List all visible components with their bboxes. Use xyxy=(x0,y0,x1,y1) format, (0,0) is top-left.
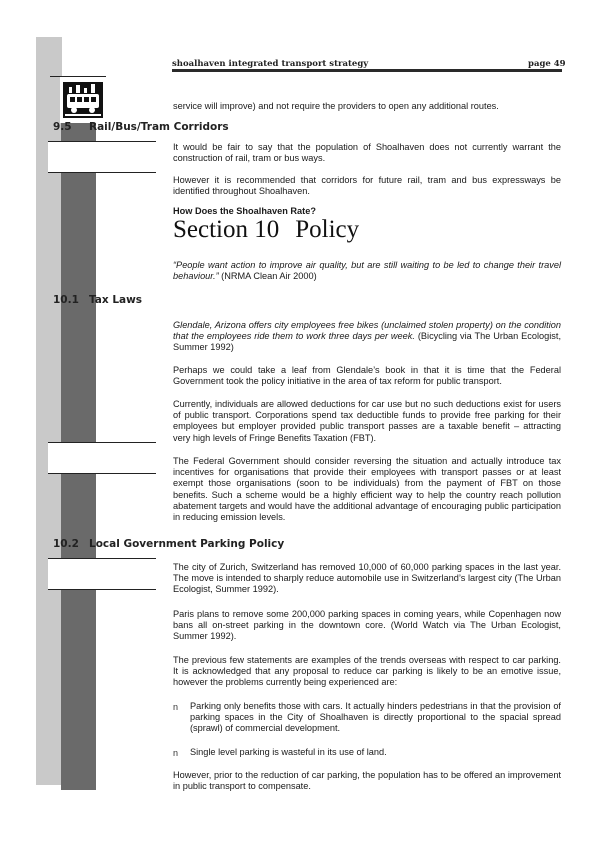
transport-logo-icon xyxy=(63,82,103,118)
paragraph-italic: Glendale, Arizona offers city employees free bikes (unclaimed stolen property) on the condition that the employees ride them to work three days per week. xyxy=(173,320,561,342)
section-title: Rail/Bus/Tram Corridors xyxy=(89,121,229,133)
margin-tab xyxy=(48,141,156,173)
header-rule xyxy=(172,69,562,72)
section-title: Local Government Parking Policy xyxy=(89,538,285,550)
quote xyxy=(173,260,561,282)
side-bar-dark xyxy=(61,84,96,790)
paragraph: However it is recommended that corridors for future rail, tram and bus expressways be identified throughout Shoalhaven. xyxy=(173,175,561,197)
section-title: Tax Laws xyxy=(89,294,143,306)
paragraph: Perhaps we could take a leaf from Glendale’s book in that it is time that the Federal Government took the policy initiative in the area of tax reform for public transport. xyxy=(173,365,561,387)
paragraph: It would be fair to say that the population of Shoalhaven does not currently warrant the construction of rail, tram or bus ways. xyxy=(173,142,561,164)
section-title-large xyxy=(173,215,359,245)
rate-heading: How Does the Shoalhaven Rate? xyxy=(173,206,316,216)
paragraph-continuation: service will improve) and not require the providers to open any additional routes. xyxy=(173,101,499,111)
paragraph: The Federal Government should consider reversing the situation and actually introduce tax incentives for organisations that provide their employees with transport passes or at least exempt those organisations (soon to be individuals) from the payment of FBT on those benefits. Such a scheme would be a highly efficient way to help the country reach pollution abatement targets and would have the additional advantage of encouraging public participation in reducing emission levels. xyxy=(173,456,561,523)
paragraph: The city of Zurich, Switzerland has removed 10,000 of 60,000 parking spaces in the last year. The move is intended to sharply reduce automobile use in Switzerland’s largest city (The Urban Ecologist, Summer 1992). xyxy=(173,562,561,595)
margin-tab xyxy=(48,558,156,590)
bullet-item: Single level parking is wasteful in its use of land. xyxy=(190,747,387,757)
section-heading-10-2 xyxy=(53,538,284,550)
paragraph: However, prior to the reduction of car parking, the population has to be offered an improvement in public transport to compensate. xyxy=(173,770,561,792)
section-number: 9.5 xyxy=(53,121,72,133)
section-heading-9-5 xyxy=(53,121,229,133)
margin-tab xyxy=(48,442,156,474)
paragraph: The previous few statements are examples of the trends overseas with respect to car parking. It is acknowledged that any proposal to reduce car parking is likely to be an emotive issue, however the problems currently being experienced are: xyxy=(173,655,561,688)
paragraph: Paris plans to remove some 200,000 parking spaces in coming years, while Copenhagen now bans all on-street parking in the downtown core. (World Watch via The Urban Ecologist, Summer 1992). xyxy=(173,609,561,642)
page-number: page 49 xyxy=(528,59,566,69)
quote-source: (NRMA Clean Air 2000) xyxy=(218,271,317,282)
section-name: Policy xyxy=(295,216,360,243)
section-number: 10.2 xyxy=(53,538,79,550)
paragraph: Currently, individuals are allowed deductions for car use but no such deductions exist for users of public transport. Corporations spend tax deductible funds to provide free parking for their employees but employer provided public transport passes are a taxable benefit – attracting very high levels of Fringe Benefits Taxation (FBT). xyxy=(173,399,561,443)
header-title: shoalhaven integrated transport strategy xyxy=(172,59,369,69)
section-heading-10-1 xyxy=(53,294,142,306)
section-label: Section 10 xyxy=(173,216,280,243)
bullet-marker: n xyxy=(173,748,179,758)
section-number: 10.1 xyxy=(53,294,79,306)
bullet-item: Parking only benefits those with cars. It actually hinders pedestrians in that the provision of parking spaces in the City of Shoalhaven is directly proportional to the spacial spread (sprawl) of commercial development. xyxy=(190,701,561,734)
paragraph xyxy=(173,320,561,354)
quote-text: “People want action to improve air quality, but are still waiting to be led to change their travel behaviour.” xyxy=(173,260,561,282)
bullet-marker: n xyxy=(173,702,179,712)
paragraph-citation: (Bicycling via The Urban Ecologist, Summer 1992) xyxy=(173,331,561,353)
